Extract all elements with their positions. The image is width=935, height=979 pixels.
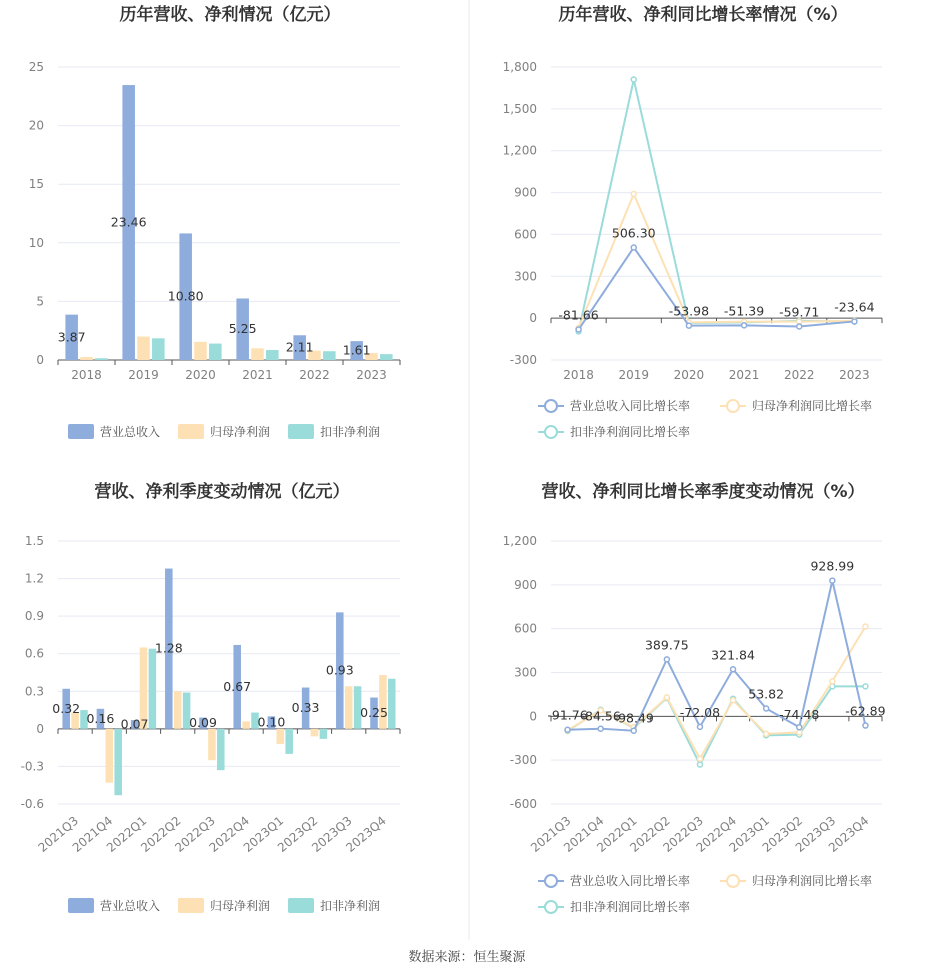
- bar: [208, 729, 216, 760]
- y-tick-label: 1.5: [24, 534, 44, 548]
- x-tick-label: 2022: [299, 368, 330, 382]
- x-tick-label: 2021: [242, 368, 273, 382]
- bar: [106, 729, 114, 783]
- data-label: 5.25: [228, 321, 257, 337]
- data-point: [797, 730, 802, 735]
- x-tick-label: 2022Q3: [660, 813, 706, 855]
- data-label: 0.32: [52, 700, 81, 716]
- data-point: [686, 323, 691, 328]
- bar: [217, 729, 225, 770]
- legend-swatch-marker: [545, 400, 557, 412]
- y-tick-label: 20: [28, 118, 44, 133]
- chart-title: 历年营收、净利情况（亿元）: [119, 5, 341, 25]
- data-point: [631, 77, 636, 82]
- x-tick-label: 2023: [839, 368, 870, 382]
- data-label: 1.61: [342, 342, 371, 358]
- legend-label: 扣非净利润: [320, 425, 381, 439]
- legend-swatch: [178, 424, 204, 439]
- x-tick-label: 2020: [673, 368, 705, 382]
- legend-swatch-marker: [545, 875, 557, 887]
- legend-label: 归母净利润同比增长率: [752, 399, 873, 413]
- x-tick-label: 2020: [185, 368, 216, 382]
- data-label: 53.82: [748, 686, 785, 702]
- legend-label: 营业总收入: [100, 899, 161, 913]
- quarterly-revenue-profit-bar-chart: [21, 481, 400, 913]
- y-tick-label: 600: [514, 227, 537, 242]
- data-label: 10.80: [167, 288, 204, 304]
- x-tick-label: 2021Q3: [35, 813, 82, 855]
- y-tick-label: -300: [509, 353, 537, 367]
- x-tick-label: 2022Q4: [206, 813, 253, 855]
- x-tick-label: 2021Q4: [561, 813, 607, 855]
- bar: [320, 729, 328, 739]
- bar: [149, 649, 157, 729]
- bar: [345, 686, 353, 729]
- bar: [388, 679, 396, 729]
- x-tick-label: 2023Q4: [343, 813, 389, 855]
- y-tick-label: 0: [36, 353, 44, 367]
- data-label: 0.16: [86, 710, 115, 726]
- series-line: [568, 626, 866, 758]
- data-point: [664, 657, 669, 662]
- x-tick-label: 2023Q1: [726, 813, 773, 855]
- bar: [209, 344, 222, 360]
- data-label: -62.89: [845, 703, 886, 719]
- data-point: [731, 667, 736, 672]
- data-label: 0.09: [189, 715, 217, 731]
- data-point: [631, 191, 636, 196]
- x-tick-label: 2023Q3: [792, 813, 839, 855]
- legend-swatch: [288, 898, 314, 913]
- legend-label: 营业总收入: [100, 425, 161, 439]
- data-label: 0.33: [291, 700, 320, 716]
- legend-label: 归母净利润同比增长率: [752, 874, 873, 888]
- legend-swatch: [178, 898, 204, 913]
- data-point: [764, 706, 769, 711]
- bar: [174, 691, 182, 729]
- y-tick-label: 0: [36, 721, 44, 736]
- legend-label: 营业总收入同比增长率: [570, 874, 691, 888]
- x-tick-label: 2022Q4: [693, 813, 739, 855]
- y-tick-label: 900: [514, 577, 537, 592]
- data-point: [565, 727, 570, 732]
- source-label: 数据来源：恒生聚源: [408, 950, 526, 965]
- data-point: [631, 245, 636, 250]
- legend-label: 营业总收入同比增长率: [570, 399, 691, 413]
- data-point: [797, 725, 802, 730]
- annual-growth-rate-line-chart: [503, 4, 882, 439]
- y-tick-label: 600: [514, 621, 537, 636]
- data-label: -98.49: [613, 710, 654, 726]
- data-point: [598, 726, 603, 731]
- legend-label: 归母净利润: [210, 899, 271, 913]
- data-label: 389.75: [644, 637, 689, 653]
- x-tick-label: 2022Q1: [103, 813, 150, 855]
- data-point: [852, 319, 857, 324]
- bar: [311, 729, 319, 737]
- x-tick-label: 2021Q3: [527, 813, 574, 855]
- y-tick-label: 15: [28, 177, 44, 192]
- legend-label: 扣非净利润同比增长率: [570, 900, 691, 914]
- y-tick-label: 0: [529, 709, 537, 724]
- y-tick-label: 5: [36, 294, 44, 309]
- legend-swatch-marker: [727, 875, 739, 887]
- data-point: [797, 324, 802, 329]
- bar: [194, 342, 207, 360]
- data-point: [731, 698, 736, 703]
- chart-title: 营收、净利同比增长率季度变动情况（%）: [541, 482, 865, 502]
- y-tick-label: 0.3: [24, 684, 44, 699]
- bar: [137, 337, 150, 360]
- data-label: 0.67: [223, 678, 252, 694]
- legend-swatch: [68, 424, 94, 439]
- data-label: 1.28: [154, 640, 183, 656]
- y-tick-label: 1,200: [502, 143, 537, 158]
- y-tick-label: 300: [514, 665, 537, 680]
- x-tick-label: 2023Q4: [825, 813, 872, 855]
- data-point: [863, 624, 868, 629]
- chart-title: 历年营收、净利同比增长率情况（%）: [558, 5, 848, 25]
- x-tick-label: 2023Q3: [309, 813, 355, 855]
- bar: [277, 729, 285, 744]
- data-point: [697, 756, 702, 761]
- x-tick-label: 2019: [128, 368, 159, 382]
- data-point: [764, 731, 769, 736]
- data-point: [863, 723, 868, 728]
- x-tick-label: 2021: [728, 368, 760, 382]
- data-label: 2.11: [285, 339, 314, 355]
- data-label: -53.98: [668, 303, 710, 319]
- legend-swatch-marker: [545, 426, 557, 438]
- data-label: 321.84: [711, 647, 755, 663]
- data-label: 0.93: [325, 662, 354, 678]
- x-tick-label: 2018: [71, 368, 102, 382]
- bar: [80, 357, 93, 360]
- y-tick-label: 900: [514, 185, 537, 200]
- data-label: -59.71: [779, 304, 820, 320]
- data-point: [576, 327, 581, 332]
- bar: [152, 338, 165, 360]
- y-tick-label: 1,800: [502, 60, 537, 74]
- data-point: [697, 762, 702, 767]
- x-tick-label: 2021Q4: [69, 813, 116, 855]
- x-tick-label: 2018: [563, 368, 594, 382]
- y-tick-label: 1.2: [24, 571, 44, 586]
- data-label: 928.99: [810, 558, 855, 574]
- annual-revenue-profit-bar-chart: [29, 4, 400, 439]
- quarterly-growth-rate-line-chart: [503, 481, 886, 914]
- x-tick-label: 2023Q1: [240, 813, 287, 855]
- data-label: -81.66: [558, 307, 599, 323]
- data-label: 0.07: [120, 716, 149, 732]
- data-point: [830, 679, 835, 684]
- x-tick-label: 2022Q3: [172, 813, 218, 855]
- data-label: -91.76: [547, 707, 588, 723]
- data-label: 3.87: [57, 329, 86, 345]
- data-label: -51.39: [723, 303, 765, 319]
- x-tick-label: 2019: [618, 368, 650, 382]
- y-tick-label: 10: [28, 235, 44, 250]
- legend-label: 扣非净利润同比增长率: [570, 425, 691, 439]
- chart-title: 营收、净利季度变动情况（亿元）: [94, 482, 350, 502]
- data-label: -84.56: [580, 708, 621, 724]
- data-label: 23.46: [110, 214, 147, 230]
- data-label: 506.30: [611, 225, 656, 241]
- legend-label: 归母净利润: [210, 425, 271, 439]
- x-tick-label: 2023Q2: [274, 813, 321, 855]
- bar: [251, 348, 264, 360]
- series-line: [579, 80, 855, 332]
- x-tick-label: 2022Q2: [627, 813, 673, 855]
- x-tick-label: 2023: [356, 368, 387, 382]
- bar: [380, 354, 393, 360]
- x-tick-label: 2022: [783, 368, 815, 382]
- data-point: [664, 695, 669, 700]
- bar: [323, 351, 336, 360]
- legend-swatch: [288, 424, 314, 439]
- bar: [242, 721, 250, 729]
- y-tick-label: -0.3: [20, 759, 44, 774]
- y-tick-label: 1,500: [502, 101, 537, 116]
- data-label: -74.48: [779, 707, 820, 723]
- data-label: -23.64: [834, 299, 875, 315]
- y-tick-label: -0.6: [20, 797, 44, 811]
- data-point: [863, 684, 868, 689]
- y-tick-label: 1,200: [502, 534, 537, 548]
- y-tick-label: 0.9: [24, 609, 44, 624]
- bar: [285, 729, 293, 754]
- data-label: 0.10: [257, 714, 286, 730]
- legend-swatch-marker: [545, 901, 557, 913]
- data-label: -72.08: [679, 704, 721, 720]
- y-tick-label: 25: [28, 60, 44, 74]
- data-point: [830, 578, 835, 583]
- bar: [114, 729, 122, 795]
- data-point: [697, 724, 702, 729]
- y-tick-label: 0.6: [24, 646, 44, 661]
- x-tick-label: 2022Q1: [594, 813, 640, 855]
- y-tick-label: 0: [529, 311, 537, 326]
- data-point: [742, 323, 747, 328]
- bar: [266, 350, 279, 360]
- bar: [379, 675, 387, 729]
- y-tick-label: -600: [509, 797, 537, 811]
- legend-swatch: [68, 898, 94, 913]
- y-tick-label: -300: [509, 753, 537, 768]
- legend-label: 扣非净利润: [320, 899, 381, 913]
- legend-swatch-marker: [727, 400, 739, 412]
- y-tick-label: 300: [514, 269, 537, 284]
- x-tick-label: 2023Q2: [759, 813, 806, 855]
- data-label: 0.25: [360, 705, 388, 721]
- bar: [95, 358, 108, 360]
- data-point: [631, 728, 636, 733]
- x-tick-label: 2022Q2: [138, 813, 184, 855]
